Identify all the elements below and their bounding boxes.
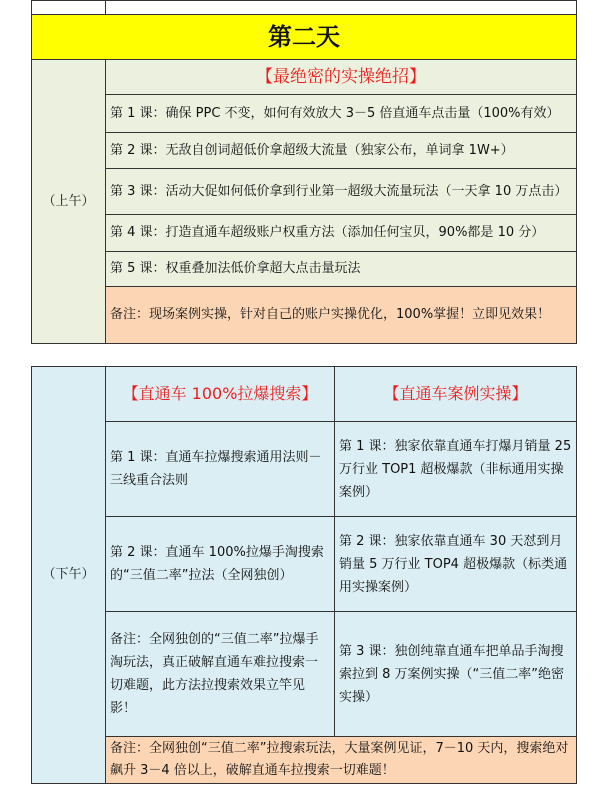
- afternoon-period-label: （下午）: [32, 367, 106, 784]
- afternoon-left-cell-1: 第 1 课：直通车拉爆搜索通用法则－三线重合法则: [106, 422, 335, 517]
- morning-lesson-3: 第 3 课：活动大促如何低价拿到行业第一超级大流量玩法（一天拿 10 万点击）: [106, 169, 577, 215]
- morning-period-label: （上午）: [32, 60, 106, 344]
- day-title: 第二天: [32, 15, 577, 60]
- afternoon-right-cell-1: 第 1 课：独家依靠直通车打爆月销量 25 万行业 TOP1 超极爆款（非标通用实操案例）: [335, 422, 577, 517]
- afternoon-left-cell-3: 备注：全网独创的“三值二率”拉爆手淘玩法，真正破解直通车难拉搜索一切难题，此方法拉搜索效果立竿见影！: [106, 612, 335, 737]
- afternoon-right-cell-3: 第 3 课：独创纯靠直通车把单品手淘搜索拉到 8 万案例实操（“三值二率”绝密实操）: [335, 612, 577, 737]
- morning-lesson-5: 第 5 课：权重叠加法低价拿超大点击量玩法: [106, 252, 577, 287]
- morning-lesson-4: 第 4 课：打造直通车超级账户权重方法（添加任何宝贝，90%都是 10 分）: [106, 215, 577, 252]
- morning-note: 备注：现场案例实操，针对自己的账户实操优化，100%掌握！立即见效果！: [106, 287, 577, 344]
- morning-schedule-table: [31, 0, 577, 344]
- top-spacer-cell: [106, 1, 577, 15]
- afternoon-right-heading: 【直通车案例实操】: [335, 367, 577, 422]
- morning-lesson-2: 第 2 课：无敌自创词超低价拿超级大流量（独家公布，单词拿 1W+）: [106, 133, 577, 169]
- top-spacer-cell: [32, 1, 106, 15]
- morning-heading: 【最绝密的实操绝招】: [106, 60, 577, 95]
- afternoon-left-heading: 【直通车 100%拉爆搜索】: [106, 367, 335, 422]
- afternoon-left-cell-2: 第 2 课：直通车 100%拉爆手淘搜索的“三值二率”拉法（全网独创）: [106, 517, 335, 612]
- afternoon-right-cell-2: 第 2 课：独家依靠直通车 30 天怼到月销量 5 万行业 TOP4 超极爆款（标类通用实操案例）: [335, 517, 577, 612]
- afternoon-schedule-table: [31, 366, 577, 784]
- morning-lesson-1: 第 1 课：确保 PPC 不变，如何有效放大 3－5 倍直通车点击量（100%有效）: [106, 95, 577, 133]
- afternoon-note: 备注：全网独创“三值二率”拉搜索玩法，大量案例见证，7－10 天内，搜索绝对飙升 3－4 倍以上，破解直通车拉搜索一切难题！: [106, 737, 577, 784]
